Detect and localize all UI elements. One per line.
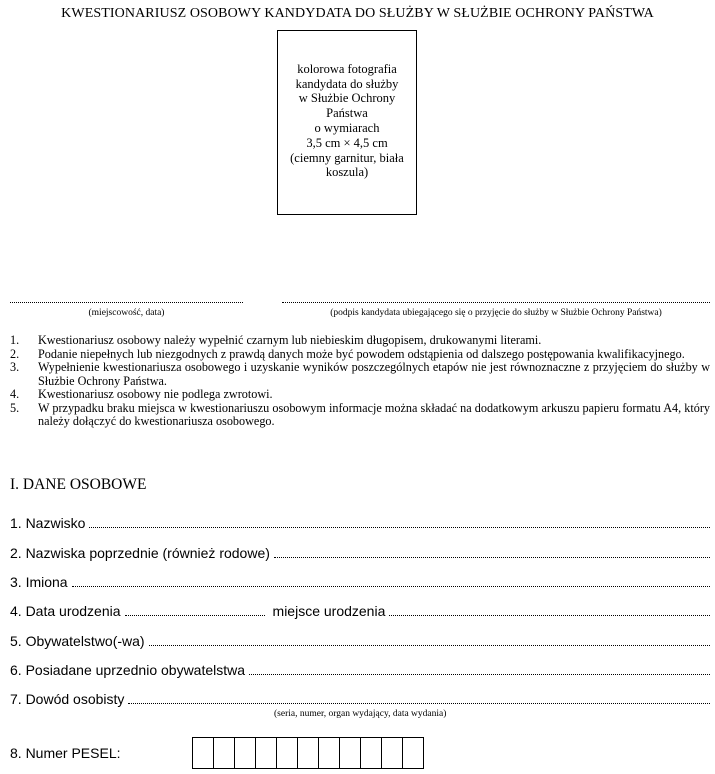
birth-date-input[interactable]	[125, 615, 265, 616]
id-card-field	[10, 687, 710, 707]
photo-placeholder-box	[277, 30, 417, 215]
form-title: KWESTIONARIUSZ OSOBOWY KANDYDATA DO SŁUŻBY W SŁUŻBIE OCHRONY PAŃSTWA	[61, 6, 654, 21]
birth-date-label: 4. Data urodzenia	[10, 603, 121, 619]
previous-surnames-input[interactable]	[274, 557, 710, 558]
pesel-digit-box[interactable]	[277, 737, 298, 769]
pesel-field	[10, 736, 424, 770]
instruction-number: 2.	[10, 346, 20, 361]
surname-input[interactable]	[89, 527, 710, 528]
birth-field	[10, 599, 710, 619]
instruction-text: W przypadku braku miejsca w kwestionariuszu osobowym informacje można składać na dodatkowym arkuszu papieru formatu A4, który należy dołączyć do kwestionariusza osobowego.	[38, 400, 710, 428]
instruction-number: 5.	[10, 400, 20, 415]
first-names-input[interactable]	[72, 586, 710, 587]
signature-caption: (podpis kandydata ubiegającego się o przyjęcie do służby w Służbie Ochrony Państwa)	[330, 308, 662, 318]
first-names-label: 3. Imiona	[10, 574, 68, 590]
surname-field	[10, 511, 710, 531]
pesel-digit-box[interactable]	[361, 737, 382, 769]
pesel-digit-box[interactable]	[214, 737, 235, 769]
instruction-text: Wypełnienie kwestionariusza osobowego i uzyskanie wyników poszczególnych etapów nie jest równoznaczne z przyjęciem do służby w Służbie Ochrony Państwa.	[38, 360, 710, 388]
pesel-digit-box[interactable]	[256, 737, 277, 769]
instruction-item	[10, 348, 710, 362]
id-card-label: 7. Dowód osobisty	[10, 691, 125, 707]
id-card-input[interactable]	[128, 703, 710, 704]
instruction-number: 3.	[10, 360, 20, 374]
instruction-item	[10, 388, 710, 402]
instruction-number: 4.	[10, 387, 20, 401]
place-date-caption: (miejscowość, data)	[88, 308, 165, 318]
pesel-digit-box[interactable]	[298, 737, 319, 769]
pesel-digit-box[interactable]	[193, 737, 214, 769]
pesel-digit-box[interactable]	[235, 737, 256, 769]
prior-citizenship-input[interactable]	[249, 674, 710, 675]
pesel-label: 8. Numer PESEL:	[10, 745, 121, 761]
section-title: I. DANE OSOBOWE	[10, 476, 147, 493]
pesel-digit-boxes	[192, 737, 424, 769]
previous-surnames-field	[10, 541, 710, 561]
instructions-list	[10, 334, 710, 429]
pesel-digit-box[interactable]	[319, 737, 340, 769]
surname-label: 1. Nazwisko	[10, 515, 86, 531]
signature-line[interactable]	[282, 302, 710, 303]
citizenship-field	[10, 629, 710, 649]
instruction-item	[10, 402, 710, 429]
instruction-text: Kwestionariusz osobowy nie podlega zwrotowi.	[38, 387, 273, 401]
birth-place-label: miejsce urodzenia	[272, 603, 386, 619]
first-names-field	[10, 570, 710, 590]
prior-citizenship-field	[10, 658, 710, 678]
pesel-digit-box[interactable]	[382, 737, 403, 769]
pesel-digit-box[interactable]	[340, 737, 361, 769]
instruction-item	[10, 361, 710, 388]
pesel-digit-box[interactable]	[403, 737, 424, 769]
previous-surnames-label: 2. Nazwiska poprzednie (również rodowe)	[10, 545, 270, 561]
id-card-caption: (seria, numer, organ wydający, data wydania)	[274, 709, 447, 719]
instruction-item	[10, 334, 710, 348]
prior-citizenship-label: 6. Posiadane uprzednio obywatelstwa	[10, 662, 246, 678]
citizenship-input[interactable]	[149, 645, 710, 646]
instruction-text: Podanie niepełnych lub niezgodnych z prawdą danych może być powodem odstąpienia od dalszego postępowania kwalifikacyjnego.	[38, 346, 685, 361]
instruction-text: Kwestionariusz osobowy należy wypełnić czarnym lub niebieskim długopisem, drukowanymi literami.	[38, 333, 542, 347]
birth-place-input[interactable]	[389, 615, 710, 616]
instruction-number: 1.	[10, 333, 20, 347]
place-date-line[interactable]	[10, 302, 243, 303]
photo-instructions: kolorowa fotografia kandydata do służby w Służbie Ochrony Państwa o wymiarach 3,5 cm × 4,5 cm (ciemny garnitur, biała koszula)	[290, 61, 404, 180]
citizenship-label: 5. Obywatelstwo(-wa)	[10, 633, 145, 649]
